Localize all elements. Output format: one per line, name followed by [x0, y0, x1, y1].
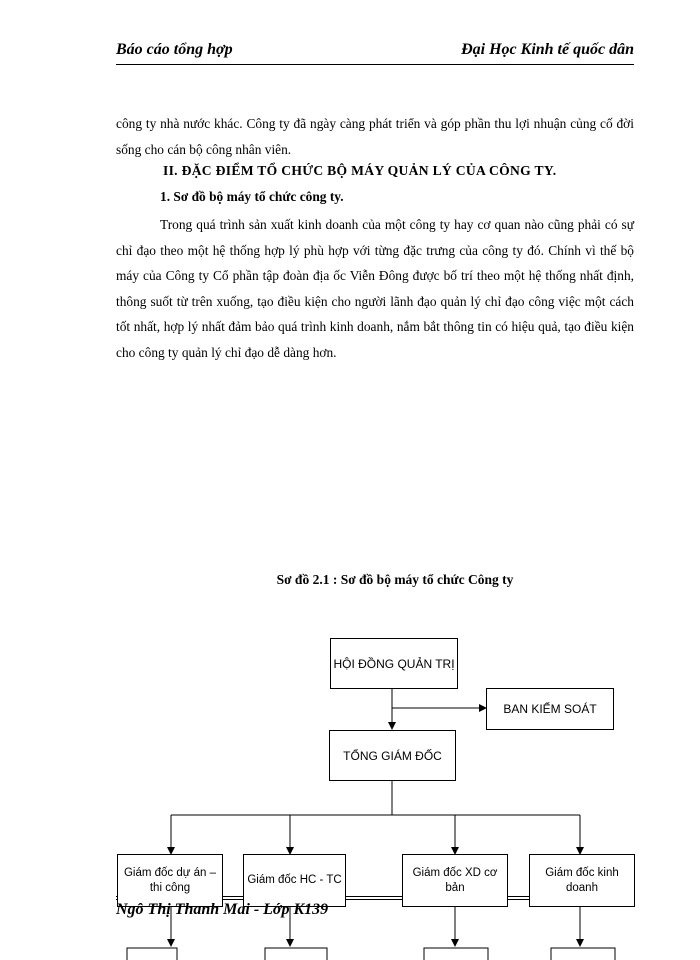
header-left: Báo cáo tổng hợp: [116, 41, 233, 58]
header-right: Đại Học Kinh tế quốc dân: [461, 41, 634, 58]
director-admin-finance-box: Giám đốc HC - TC: [243, 854, 346, 907]
director-construction-box: Giám đốc XD cơ bản: [402, 854, 508, 907]
page-footer: Ngô Thị Thanh Mai - Lớp K139: [116, 901, 329, 918]
paragraph-1: công ty nhà nước khác. Công ty đã ngày càng phát triển và góp phần thu lợi nhuận củng cố đời sống cho cán bộ công nhân viên.: [116, 116, 634, 157]
section-heading: II. ĐẶC ĐIỂM TỔ CHỨC BỘ MÁY QUẢN LÝ CỦA CÔNG TY.: [163, 163, 557, 178]
director-business-box: Giám đốc kinh doanh: [529, 854, 635, 907]
supervisory-board-box: BAN KIỂM SOÁT: [486, 688, 614, 730]
board-of-directors-box: HỘI ĐỒNG QUẢN TRỊ: [330, 638, 458, 689]
paragraph-2: Trong quá trình sản xuất kinh doanh của một công ty hay cơ quan nào cũng phải có sự chỉ đạo theo một hệ thống hợp lý phù hợp với từng đặc trưng của công ty đó. Chính vì thế bộ máy của Công ty Cổ phần tập đoàn địa ốc Viễn Đông được bố trí theo một hệ thống nhất định, thông suốt từ trên xuống, tạo điều kiện cho người lãnh đạo quản lý chỉ đạo công việc một cách tốt nhất, hợp lý nhất đảm bảo quá trình kinh doanh, nắm bắt thông tin có hiệu quả, tạo điều kiện cho công ty quản lý chỉ đạo dễ dàng hơn.: [116, 217, 634, 360]
ceo-box: TỔNG GIÁM ĐỐC: [329, 730, 456, 781]
director-project-box: Giám đốc dự án – thi công: [117, 854, 223, 907]
subsection-heading: 1. Sơ đồ bộ máy tổ chức công ty.: [160, 189, 344, 204]
diagram-caption: Sơ đồ 2.1 : Sơ đồ bộ máy tổ chức Công ty: [276, 572, 514, 587]
